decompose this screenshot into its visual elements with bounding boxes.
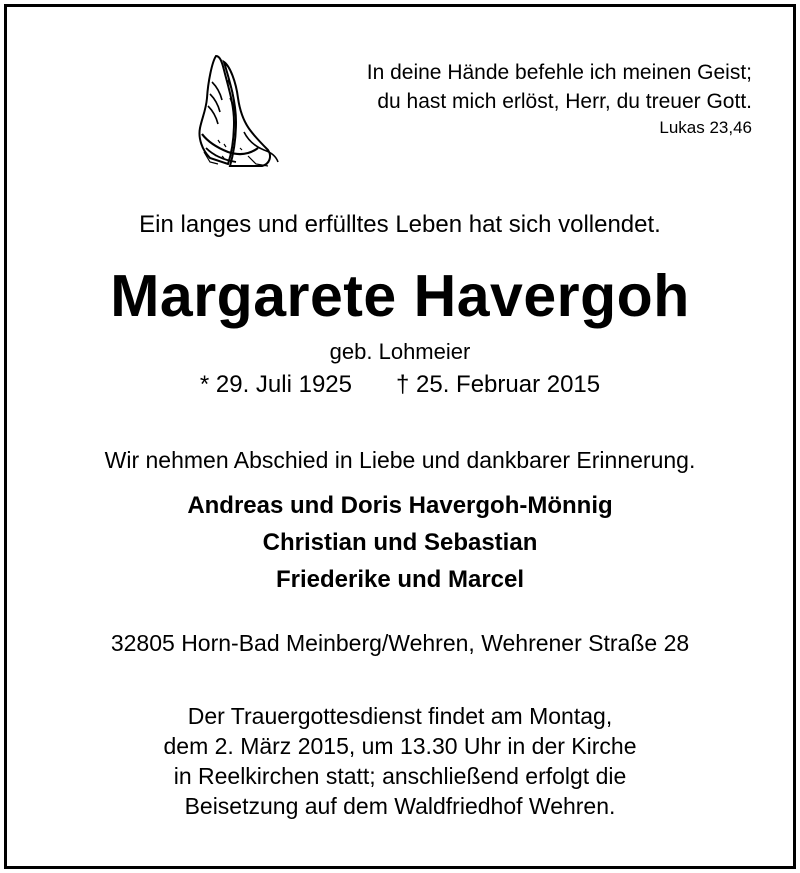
deceased-name: Margarete Havergoh (110, 263, 690, 329)
maiden-name: geb. Lohmeier (329, 339, 471, 364)
mourner-line: Friederike und Marcel (275, 566, 525, 593)
mourner-line: Andreas und Doris Havergoh-Mönnig (187, 492, 613, 519)
death-date: † 25. Februar 2015 (395, 371, 601, 398)
bible-verse (367, 58, 752, 140)
verse-line-2: du hast mich erlöst, Herr, du treuer Gott. (377, 90, 752, 113)
address: 32805 Horn-Bad Meinberg/Wehren, Wehrener Straße 28 (110, 630, 690, 656)
service-line: dem 2. März 2015, um 13.30 Uhr in der Kirche (163, 733, 637, 759)
service-line: in Reelkirchen statt; anschließend erfolgt die (173, 763, 627, 789)
intro-text: Ein langes und erfülltes Leben hat sich vollendet. (139, 211, 661, 238)
verse-reference: Lukas 23,46 (659, 118, 752, 137)
service-info (0, 701, 800, 821)
farewell-text: Wir nehmen Abschied in Liebe und dankbarer Erinnerung. (104, 447, 696, 473)
verse-line-1: In deine Hände befehle ich meinen Geist; (366, 61, 752, 84)
mourners-list (0, 487, 800, 598)
life-dates (0, 371, 800, 399)
praying-hands-icon (188, 52, 283, 170)
service-line: Der Trauergottesdienst findet am Montag, (187, 703, 613, 729)
service-line: Beisetzung auf dem Waldfriedhof Wehren. (184, 793, 616, 819)
mourner-line: Christian und Sebastian (262, 529, 538, 556)
birth-date: * 29. Juli 1925 (199, 371, 352, 398)
